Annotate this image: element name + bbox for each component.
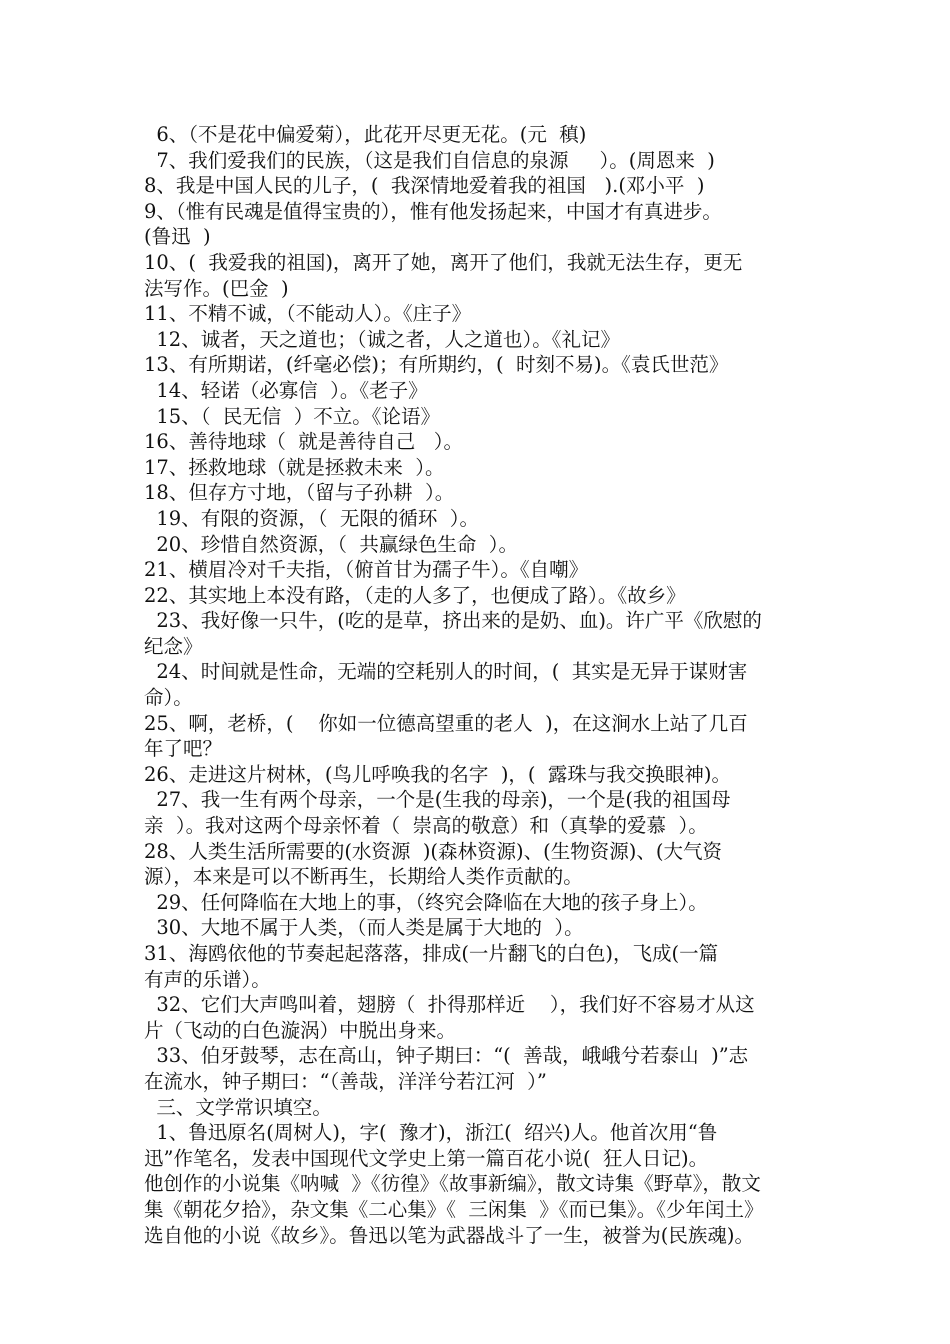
text-line: 17、拯救地球（就是拯救未来 ）。 xyxy=(144,455,445,479)
section-heading: 三、文学常识填空。 xyxy=(144,1095,332,1119)
text-line: 13、有所期诺，(纤毫必偿)；有所期约，( 时刻不易)。《袁氏世范》 xyxy=(144,353,729,377)
text-line: 1、鲁迅原名(周树人)，字( 豫才)，浙江( 绍兴)人。他首次用“鲁 xyxy=(144,1121,718,1145)
text-line: 20、珍惜自然资源，（ 共赢绿色生命 ）。 xyxy=(144,532,519,556)
text-line: 10、( 我爱我的祖国)，离开了她，离开了他们，我就无法生存，更无 xyxy=(144,250,743,274)
text-line: 法写作。(巴金 ) xyxy=(144,276,289,300)
text-line: 纪念》 xyxy=(144,634,203,658)
text-line: 6、（不是花中偏爱菊），此花开尽更无花。(元 稹) xyxy=(144,123,587,146)
text-line: 18、但存方寸地，（留与子孙耕 ）。 xyxy=(144,481,455,505)
text-line: 有声的乐谱）。 xyxy=(144,967,271,991)
text-line: 30、大地不属于人类，（而人类是属于大地的 ）。 xyxy=(144,916,584,940)
text-line: 年了吧？ xyxy=(144,737,223,761)
text-line: 29、任何降临在大地上的事，（终究会降临在大地的孩子身上）。 xyxy=(144,890,708,914)
text-line: 22、其实地上本没有路，（走的人多了，也便成了路）。《故乡》 xyxy=(144,583,686,607)
text-line: 他创作的小说集《呐喊 》《彷徨》《故事新编》，散文诗集《野草》，散文 xyxy=(144,1172,761,1196)
text-line: 12、诚者，天之道也；（诚之者，人之道也）。《礼记》 xyxy=(144,327,620,351)
text-line: 28、人类生活所需要的(水资源 )(森林资源)、(生物资源)、(大气资 xyxy=(144,839,722,863)
text-line: 27、我一生有两个母亲，一个是(生我的母亲)，一个是(我的祖国母 xyxy=(144,788,731,812)
text-line: 选自他的小说《故乡》。鲁迅以笔为武器战斗了一生，被誉为(民族魂)。 xyxy=(144,1223,754,1247)
text-line: 迅”作笔名，发表中国现代文学史上第一篇百花小说( 狂人日记)。 xyxy=(144,1146,709,1170)
text-line: 在流水，钟子期曰：“（善哉，洋洋兮若江河 ）” xyxy=(144,1069,547,1093)
text-line: (鲁迅 ) xyxy=(144,225,211,249)
text-line: 源），本来是可以不断再生，长期给人类作贡献的。 xyxy=(144,865,583,889)
text-line: 8、我是中国人民的儿子，( 我深情地爱着我的祖国 ).(邓小平 ) xyxy=(144,174,705,198)
text-line: 16、善待地球（ 就是善待自己 ）。 xyxy=(144,430,464,454)
text-line: 25、啊，老桥，( 你如一位德高望重的老人 )，在这涧水上站了几百 xyxy=(144,711,748,735)
text-line: 19、有限的资源，（ 无限的循环 ）。 xyxy=(144,506,480,530)
text-line: 9、（惟有民魂是值得宝贵的），惟有他发扬起来，中国才有真进步。 xyxy=(144,199,722,223)
text-line: 7、我们爱我们的民族，（这是我们自信息的泉源 ）。(周恩来 ) xyxy=(144,148,715,172)
text-line: 26、走进这片树林，(鸟儿呼唤我的名字 )，( 露珠与我交换眼神)。 xyxy=(144,762,732,786)
text-line: 集《朝花夕拾》，杂文集《二心集》《 三闲集 》《而已集》。《少年闰土》 xyxy=(144,1197,764,1221)
text-line: 15、（ 民无信 ）不立。《论语》 xyxy=(144,404,441,428)
text-line: 命）。 xyxy=(144,686,193,710)
text-line: 片（飞动的白色漩涡）中脱出身来。 xyxy=(144,1018,457,1042)
document-body xyxy=(144,122,824,1248)
text-line: 亲 ）。我对这两个母亲怀着（ 崇高的敬意）和（真挚的爱慕 ）。 xyxy=(144,814,708,838)
text-line: 11、不精不诚，（不能动人）。《庄子》 xyxy=(144,302,472,326)
text-line: 32、它们大声鸣叫着，翅膀（ 扑得那样近 ），我们好不容易才从这 xyxy=(144,993,755,1017)
text-line: 21、横眉冷对千夫指，（俯首甘为孺子牛）。《自嘲》 xyxy=(144,558,589,582)
text-line: 14、轻诺（必寡信 ）。《老子》 xyxy=(144,378,428,402)
text-line: 33、伯牙鼓琴，志在高山，钟子期曰：“( 善哉，峨峨兮若泰山 )”志 xyxy=(144,1044,749,1068)
text-line: 31、海鸥依他的节奏起起落落，排成(一片翻飞的白色)，飞成(一篇 xyxy=(144,942,719,965)
text-line: 24、时间就是性命，无端的空耗别人的时间，( 其实是无异于谋财害 xyxy=(144,660,748,684)
text-line: 23、我好像一只牛，(吃的是草，挤出来的是奶、血)。许广平《欣慰的 xyxy=(144,609,762,633)
